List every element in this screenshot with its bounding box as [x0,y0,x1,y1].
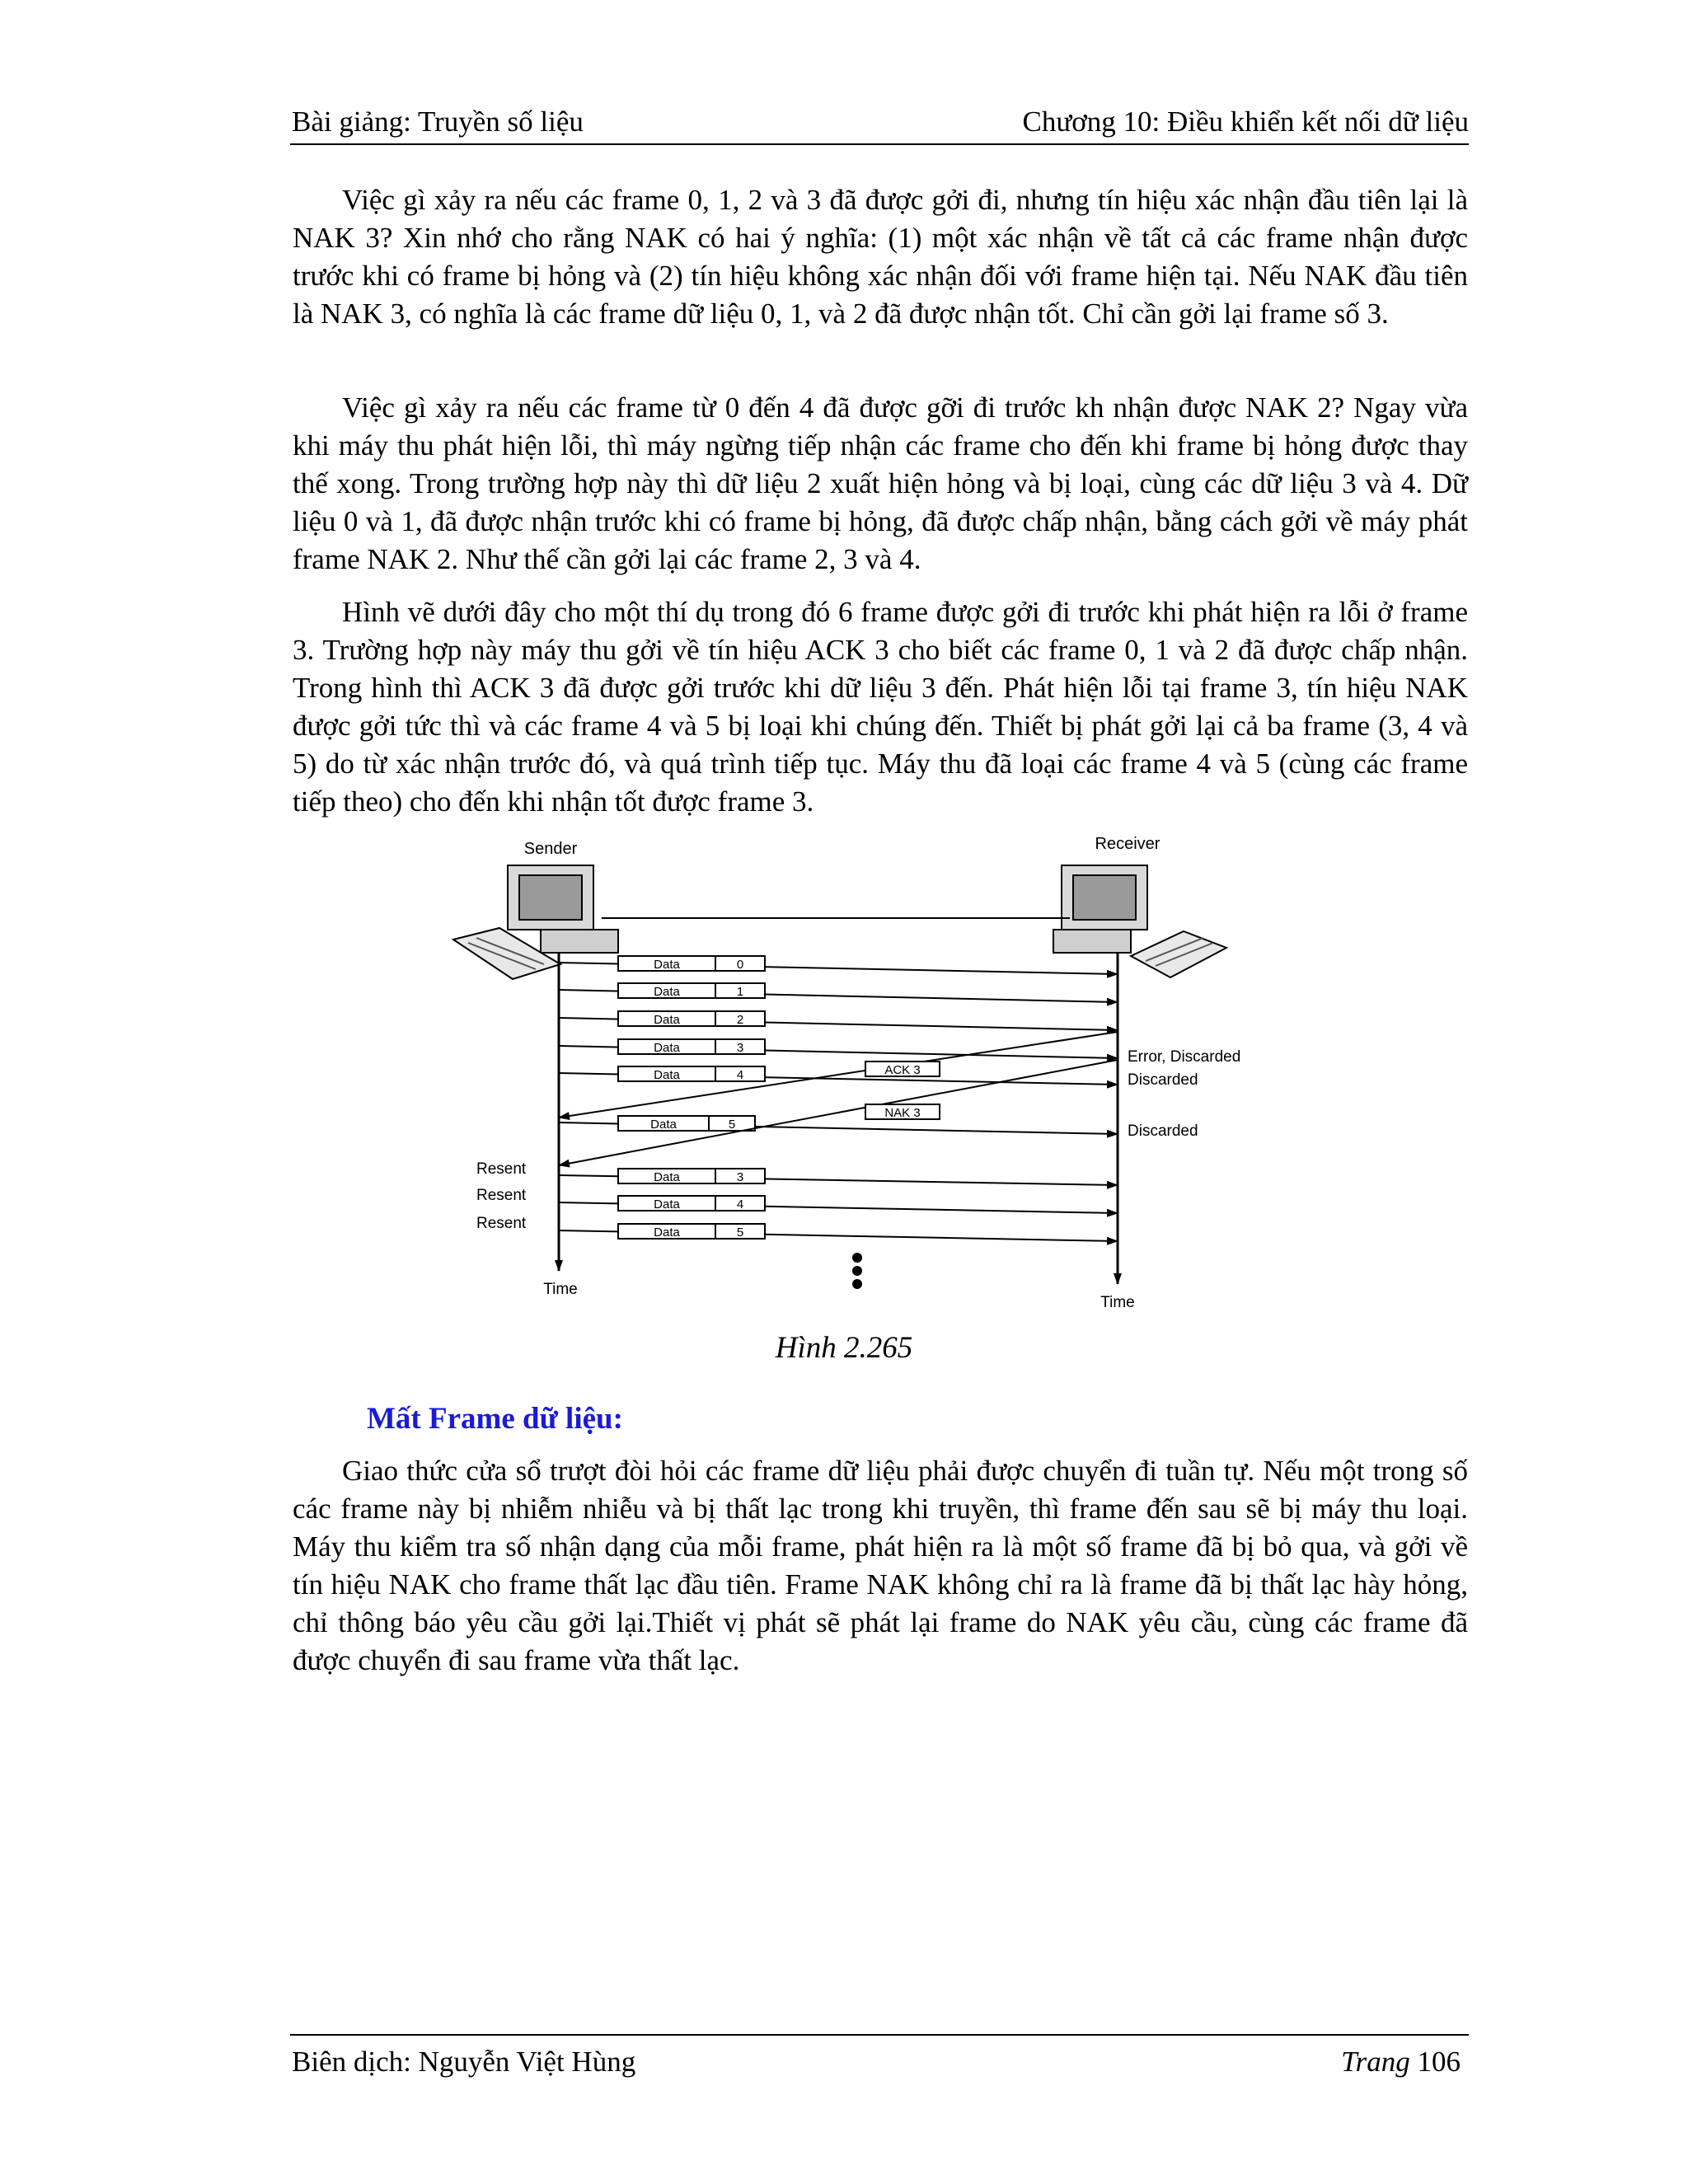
figure-caption: Hình 2.265 [775,1331,913,1365]
header-chapter-title: Chương 10: Điều khiển kết nối dữ liệu [1022,105,1469,138]
frame-data-label: Data [654,985,680,999]
frame-data-label: Data [654,1068,680,1082]
paragraph-1 [293,181,1468,348]
paragraph-text: Hình vẽ dưới đây cho một thí dụ trong đó 6 frame được gởi đi trước khi phát hiện ra lỗi ở frame 3. Trường hợp này máy thu gởi về tín hiệu ACK 3 cho biết các frame 0, 1 và 2 đã được chấp nhận. Trong hình thì ACK 3 đã được gởi trước khi dữ liệu 3 đến. Phát hiện lỗi tại frame 3, tín hiệu NAK được gởi tức thì và các frame 4 và 5 bị loại khi chúng đến. Thiết bị phát gởi lại cả ba frame (3, 4 và 5) do từ xác nhận trước đó, và quá trình tiếp tục. Máy thu đã loại các frame 4 và 5 (cùng các frame tiếp theo) cho đến khi nhận tốt được frame 3. [293,596,1468,818]
diagram-svg [437,832,1311,1310]
page-header [290,101,1469,145]
receiver-note: Discarded [1128,1122,1198,1140]
footer-translator: Biên dịch: Nguyễn Việt Hùng [292,2046,636,2078]
footer-page-word: Trang [1341,2046,1410,2078]
receiver-note: Discarded [1128,1071,1198,1089]
resent-label: Resent [476,1215,527,1232]
sender-time-label: Time [543,1281,578,1298]
receiver-time-label: Time [1100,1294,1135,1310]
resent-frame-arrow [559,1169,1118,1185]
nak-label: NAK 3 [884,1106,921,1120]
receiver-note: Error, Discarded [1128,1048,1241,1066]
footer-page [1341,2046,1461,2079]
ack-label: ACK 3 [884,1063,921,1077]
section-title: Mất Frame dữ liệu: [367,1402,623,1436]
paragraph-3 [293,593,1468,836]
resent-frame-arrow [559,1224,1118,1241]
frame-number: 0 [736,958,744,972]
footer-page-number: 106 [1417,2046,1461,2078]
frame-data-label: Data [650,1118,677,1132]
sender-computer-icon [453,865,618,979]
frame-number: 4 [736,1197,744,1212]
frame-number: 4 [736,1068,744,1082]
resent-frame-arrow [559,1196,1118,1213]
frame-number: 1 [736,985,744,999]
frame-number: 5 [728,1118,736,1132]
frame-arrow [559,1039,1118,1058]
header-course-title: Bài giảng: Truyền số liệu [292,105,584,138]
frame-data-label: Data [654,1013,680,1027]
resent-label: Resent [476,1160,527,1178]
paragraph-text: Giao thức cửa sổ trượt đòi hỏi các frame dữ liệu phải được chuyển đi tuần tự. Nếu một trong số các frame này bị nhiễm nhiễu và bị thất lạc trong khi truyền, thì frame đến sau sẽ bị máy thu loại. Máy thu kiểm tra số nhận dạng của mỗi frame, phát hiện ra là một số frame đã bị bỏ qua, và gởi về tín hiệu NAK cho frame thất lạc đầu tiên. Frame NAK không chỉ ra là frame đã bị thất lạc hày hỏng, chỉ thông báo yêu cầu gởi lại.Thiết vị phát sẽ phát lại frame do NAK yêu cầu, cùng các frame đã được chuyển đi sau frame vừa thất lạc. [293,1455,1468,1676]
frame-arrow [559,1011,1118,1030]
frame-data-label: Data [654,958,680,972]
frame-data-label: Data [654,1197,680,1212]
receiver-computer-icon [1053,865,1226,977]
frame-arrow [559,956,1118,974]
frame-number: 3 [736,1170,744,1184]
paragraph-text: Việc gì xảy ra nếu các frame 0, 1, 2 và 3 đã được gởi đi, nhưng tín hiệu xác nhận đầu tiên lại là NAK 3? Xin nhớ cho rằng NAK có hai ý nghĩa: (1) một xác nhận về tất cả các frame nhận được trước khi có frame bị hỏng và (2) tín hiệu không xác nhận đối với frame hiện tại. Nếu NAK đầu tiên là NAK 3, có nghĩa là các frame dữ liệu 0, 1, và 2 đã được nhận tốt. Chỉ cần gởi lại frame số 3. [293,184,1468,330]
frame-arrow [559,983,1118,1002]
resent-label: Resent [476,1187,527,1204]
paragraph-2 [293,389,1468,593]
frame-data-label: Data [654,1041,680,1055]
paragraph-text: Việc gì xảy ra nếu các frame từ 0 đến 4 đã được gỡi đi trước kh nhận được NAK 2? Ngay vừa khi máy thu phát hiện lỗi, thì máy ngừng tiếp nhận các frame cho đến khi frame bị hỏng được thay thế xong. Trong trường hợp này thì dữ liệu 2 xuất hiện hỏng và bị loại, cùng các dữ liệu 3 và 4. Dữ liệu 0 và 1, đã được nhận trước khi có frame bị hỏng, đã được chấp nhận, bằng cách gởi về máy phát frame NAK 2. Như thế cần gởi lại các frame 2, 3 và 4. [293,391,1468,575]
frame-data-label: Data [654,1226,680,1240]
continuation-dots [852,1253,862,1289]
page-footer [290,2034,1469,2085]
frame-data-label: Data [654,1170,680,1184]
frame-number: 2 [736,1013,744,1027]
receiver-label: Receiver [1095,835,1160,853]
frame-number: 5 [736,1226,744,1240]
sender-label: Sender [523,840,578,858]
paragraph-4 [293,1452,1468,1694]
frame-arrow [559,1116,1118,1134]
go-back-n-diagram [437,832,1311,1310]
frame-number: 3 [736,1041,744,1055]
